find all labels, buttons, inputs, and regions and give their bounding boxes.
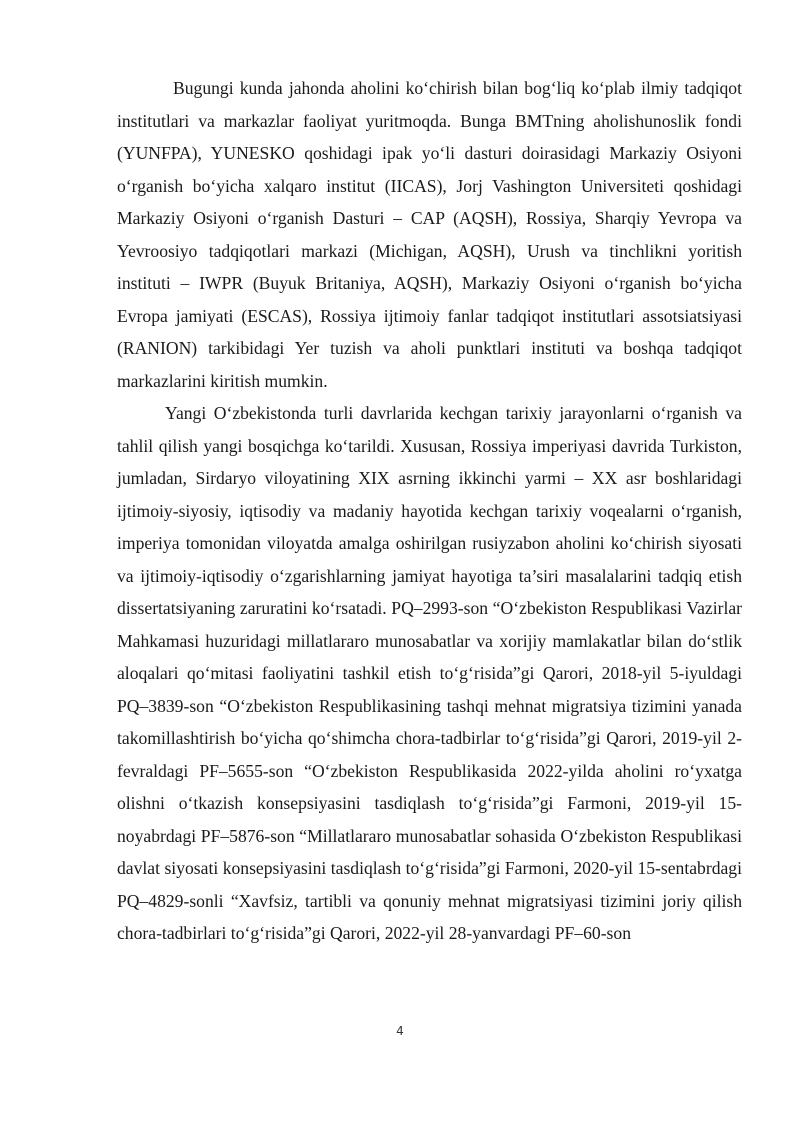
paragraph-research-institutes: Bugungi kunda jahonda aholini ko‘chirish bilan bog‘liq ko‘plab ilmiy tadqiqot institutlari va markazlar faoliyat yuritmoqda. Bunga BMTning aholishunoslik fondi (YUNFPA), YUNESKO qoshidagi ipak yo‘li dasturi doirasidagi Markaziy Osiyoni o‘rganish bo‘yicha xalqaro institut (IICAS), Jorj Vashington Universiteti qoshidagi Markaziy Osiyoni o‘rganish Dasturi – CAP (AQSH), Rossiya, Sharqiy Yevropa va Yevroosiyo tadqiqotlari markazi (Michigan, AQSH), Urush va tinchlikni yoritish instituti – IWPR (Buyuk Britaniya, AQSH), Markaziy Osiyoni o‘rganish bo‘yicha Evropa jamiyati (ESCAS), Rossiya ijtimoiy fanlar tadqiqot institutlari assotsiatsiyasi (RANION) tarkibidagi Yer tuzish va aholi punktlari instituti va boshqa tadqiqot markazlarini kiritish mumkin. [117, 78, 742, 391]
paragraph-legal-acts: Yangi O‘zbekistonda turli davrlarida kechgan tarixiy jarayonlarni o‘rganish va tahlil qilish yangi bosqichga ko‘tarildi. Xususan, Rossiya imperiyasi davrida Turkiston, jumladan, Sirdaryo viloyatining XIX asrning ikkinchi yarmi – XX asr boshlaridagi ijtimoiy-siyosiy, iqtisodiy va madaniy hayotida kechgan tarixiy voqealarni o‘rganish, imperiya tomonidan viloyatda amalga oshirilgan rusiyzabon aholini ko‘chirish siyosati va ijtimoiy-iqtisodiy o‘zgarishlarning jamiyat hayotiga ta’siri masalalarini tadqiq etish dissertatsiyaning zaruratini ko‘rsatadi. PQ–2993-son “O‘zbekiston Respublikasi Vazirlar Mahkamasi huzuridagi millatlararo munosabatlar va xorijiy mamlakatlar bilan do‘stlik aloqalari qo‘mitasi faoliyatini tashkil etish to‘g‘risida”gi Qarori, 2018-yil 5-iyuldagi PQ–3839-son “O‘zbekiston Respublikasining tashqi mehnat migratsiya tizimini yanada takomillashtirish bo‘yicha qo‘shimcha chora-tadbirlar to‘g‘risida”gi Qarori, 2019-yil 2-fevraldagi PF–5655-son “O‘zbekiston Respublikasida 2022-yilda aholini ro‘yxatga olishni o‘tkazish konsepsiyasini tasdiqlash to‘g‘risida”gi Farmoni, 2019-yil 15-noyabrdagi PF–5876-son “Millatlararo munosabatlar sohasida O‘zbekiston Respublikasi davlat siyosati konsepsiyasini tasdiqlash to‘g‘risida”gi Farmoni, 2020-yil 15-sentabrdagi PQ–4829-sonli “Xavfsiz, tartibli va qonuniy mehnat migratsiyasi tizimini joriy qilish chora-tadbirlari to‘g‘risida”gi Qarori, 2022-yil 28-yanvardagi PF–60-son [117, 403, 742, 943]
document-body [117, 72, 742, 950]
page-number: 4 [396, 1024, 404, 1038]
